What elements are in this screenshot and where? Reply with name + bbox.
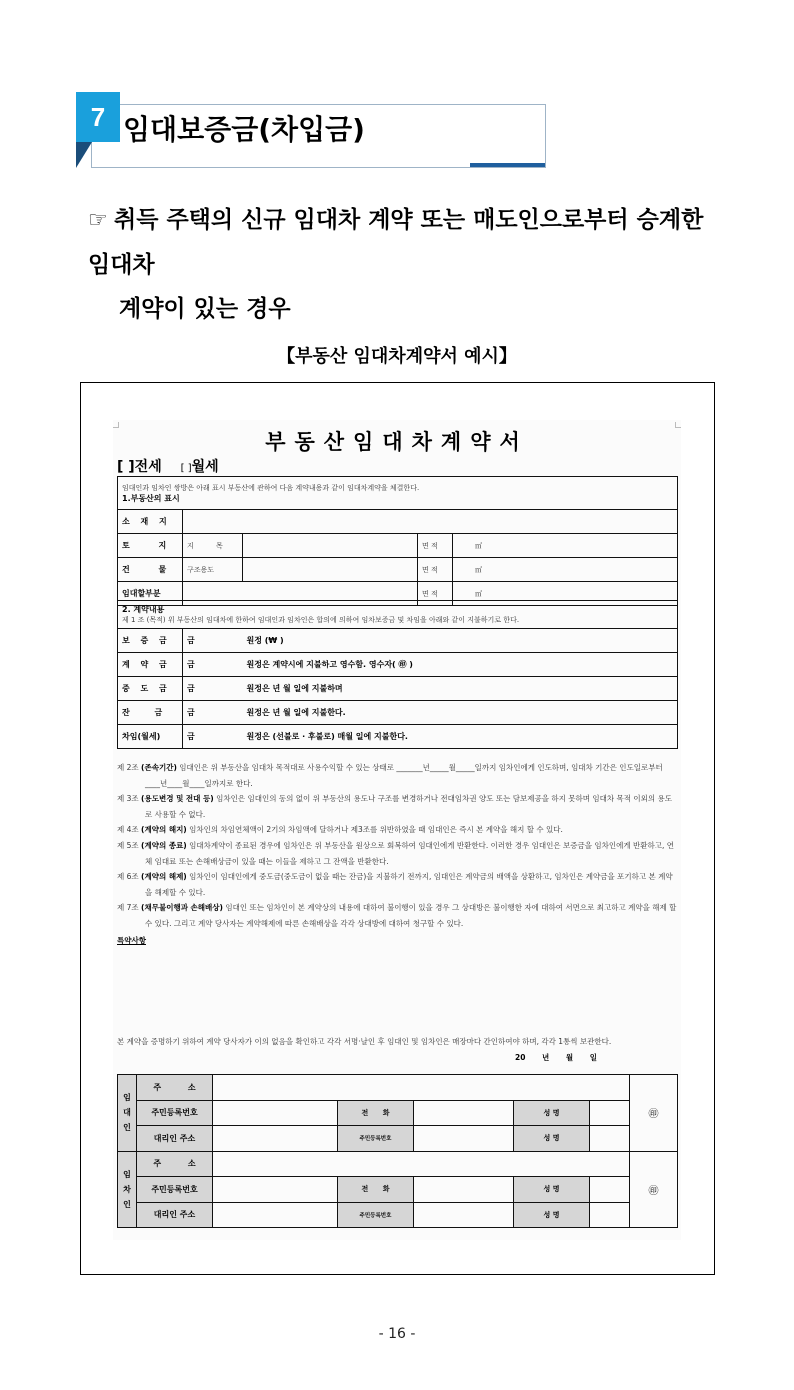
payment-label: 계 약 금 bbox=[118, 653, 183, 677]
payment-label: 보 증 금 bbox=[118, 629, 183, 653]
article-6: 제 6조 (계약의 해제) 임차인이 임대인에게 중도금(중도금이 없을 때는 잔금)을 지불하기 전까지, 임대인은 계약금의 배액을 상환하고, 임차인은 계약금을 포기하고 본 계약을 해제할 수 있다. bbox=[117, 872, 673, 897]
payment-label: 잔 금 bbox=[118, 701, 183, 725]
address-label: 주 소 bbox=[137, 1075, 213, 1101]
payment-label: 중 도 금 bbox=[118, 677, 183, 701]
area-label: 면 적 bbox=[418, 558, 453, 582]
lessor-role-text: 임대인 bbox=[123, 1093, 131, 1133]
property-table bbox=[117, 476, 678, 606]
lessee-agent-name-field[interactable] bbox=[590, 1202, 630, 1228]
id-number-label: 주민등록번호 bbox=[137, 1100, 213, 1126]
lessee-seal: ㊞ bbox=[630, 1151, 678, 1228]
payment-amount[interactable]: 금 bbox=[183, 629, 243, 653]
lessor-role-label bbox=[118, 1075, 137, 1152]
article-5: 제 5조 (계약의 종료) 임대차계약이 종료된 경우에 임차인은 위 부동산을 원상으로 회복하여 임대인에게 반환한다. 이러한 경우 임대인은 보증금을 임차인에게 반환하고, 연체 임대료 또는 손해배상금이 있을 때는 이들을 제하고 그 잔액을 반환한다. bbox=[117, 840, 674, 866]
table-row bbox=[118, 1177, 678, 1203]
structure-field[interactable] bbox=[243, 558, 418, 582]
section-number: 7 bbox=[76, 92, 120, 142]
parties-table bbox=[117, 1074, 678, 1228]
address-label: 주 소 bbox=[137, 1151, 213, 1177]
lessor-seal: ㊞ bbox=[630, 1075, 678, 1152]
table-row bbox=[118, 534, 678, 558]
figure-caption: 【부동산 임대차계약서 예시】 bbox=[277, 346, 517, 367]
lead-text-1: 취득 주택의 신규 임대차 계약 또는 매도인으로부터 승계한 임대차 bbox=[88, 207, 704, 278]
lessee-agent-id-field[interactable] bbox=[414, 1202, 514, 1228]
lessor-agent-name-field[interactable] bbox=[590, 1126, 630, 1152]
articles-list bbox=[117, 760, 677, 948]
lessee-agent-address-field[interactable] bbox=[213, 1202, 338, 1228]
section-accent-bar bbox=[470, 163, 545, 167]
property-heading: 1.부동산의 표시 bbox=[122, 493, 180, 503]
area-field[interactable]: ㎡ bbox=[453, 534, 678, 558]
land-category-field[interactable] bbox=[243, 534, 418, 558]
land-label: 토 지 bbox=[118, 534, 183, 558]
payment-desc: 원정 (₩ ) bbox=[243, 629, 678, 653]
contract-title: 부동산임대차계약서 bbox=[265, 430, 529, 454]
article-3: 제 3조 (용도변경 및 전대 등) 임차인은 임대인의 동의 없이 위 부동산의 용도나 구조를 변경하거나 전대임차권 양도 또는 담보제공을 하지 못하며 임대차 목적 이외의 용도로 사용할 수 없다. bbox=[117, 794, 672, 819]
article-2: 제 2조 (존속기간) 임대인은 위 부동산을 임대차 목적대로 사용수익할 수 있는 상태로 _______년_____월_____일까지 임차인에게 인도하며, 임대차 기간은 인도일로부터 ____년____월____일까지로 한다. bbox=[117, 763, 663, 788]
lessee-phone-field[interactable] bbox=[414, 1177, 514, 1203]
contract-page bbox=[113, 420, 681, 1240]
agent-name-label: 성 명 bbox=[514, 1126, 590, 1152]
lessee-role-text: 임차인 bbox=[123, 1169, 131, 1209]
type-option-wolse[interactable]: 월세 bbox=[191, 459, 219, 475]
lessor-agent-id-field[interactable] bbox=[414, 1126, 514, 1152]
table-row bbox=[118, 677, 678, 701]
section-header bbox=[76, 92, 546, 168]
closing-statement bbox=[117, 1034, 677, 1062]
terms-heading: 2. 계약내용 bbox=[122, 605, 165, 614]
page-number: - 16 - bbox=[378, 1326, 416, 1342]
payment-amount[interactable]: 금 bbox=[183, 677, 243, 701]
section-title: 임대보증금(차입금) bbox=[123, 113, 365, 146]
phone-label: 전 화 bbox=[338, 1100, 414, 1126]
id-number-label: 주민등록번호 bbox=[137, 1177, 213, 1203]
payment-amount[interactable]: 금 bbox=[183, 653, 243, 677]
table-row bbox=[118, 1100, 678, 1126]
payment-amount[interactable]: 금 bbox=[183, 701, 243, 725]
agent-address-label: 대리인 주소 bbox=[137, 1202, 213, 1228]
lead-line-2: 계약이 있는 경우 bbox=[119, 296, 291, 322]
area-label: 면 적 bbox=[418, 534, 453, 558]
closing-text: 본 계약을 증명하기 위하여 계약 당사자가 이의 없음을 확인하고 각각 서명·날인 후 임대인 및 임차인은 매장마다 간인하여야 하며, 각각 1통씩 보관한다. bbox=[117, 1037, 612, 1046]
lessor-address-field[interactable] bbox=[213, 1075, 630, 1101]
article-1: 제 1 조 (목적) 위 부동산의 임대차에 한하여 임대인과 임차인은 합의에 의하여 임차보증금 및 차임을 아래와 같이 지불하기로 한다. bbox=[122, 616, 520, 624]
table-row bbox=[118, 701, 678, 725]
contract-type-row bbox=[117, 456, 219, 476]
lessee-id-field[interactable] bbox=[213, 1177, 338, 1203]
area-field[interactable]: ㎡ bbox=[453, 582, 678, 606]
lead-line-1 bbox=[88, 198, 728, 287]
area-label: 면 적 bbox=[418, 582, 453, 606]
table-row bbox=[118, 1151, 678, 1177]
payment-label: 차임(월세) bbox=[118, 725, 183, 749]
lessor-id-field[interactable] bbox=[213, 1100, 338, 1126]
table-row bbox=[118, 510, 678, 534]
leased-part-label: 임대할부분 bbox=[118, 582, 183, 606]
type-option-wolse-bracket: [ ] bbox=[180, 463, 192, 474]
payment-desc: 원정은 년 월 일에 지불하며 bbox=[243, 677, 678, 701]
payment-amount[interactable]: 금 bbox=[183, 725, 243, 749]
table-row bbox=[118, 1126, 678, 1152]
table-row bbox=[118, 653, 678, 677]
table-row bbox=[118, 558, 678, 582]
lessor-agent-address-field[interactable] bbox=[213, 1126, 338, 1152]
building-label: 건 물 bbox=[118, 558, 183, 582]
lessee-role-label bbox=[118, 1151, 137, 1228]
land-category-label: 지 목 bbox=[183, 534, 243, 558]
pointing-hand-icon: ☞ bbox=[88, 208, 108, 233]
location-label: 소 재 지 bbox=[118, 510, 183, 534]
payment-desc: 원정은 년 월 일에 지불한다. bbox=[243, 701, 678, 725]
name-label: 성 명 bbox=[514, 1100, 590, 1126]
lessee-name-field[interactable] bbox=[590, 1177, 630, 1203]
agent-id-label: 주민등록번호 bbox=[338, 1202, 414, 1228]
payment-desc: 원정은 (선불로 · 후불로) 매월 일에 지불한다. bbox=[243, 725, 678, 749]
table-row bbox=[118, 725, 678, 749]
type-option-jeonse[interactable]: [ ]전세 bbox=[117, 459, 162, 475]
area-field[interactable]: ㎡ bbox=[453, 558, 678, 582]
table-row bbox=[118, 629, 678, 653]
section-fold-shape bbox=[76, 142, 92, 168]
intro-text: 임대인과 임차인 쌍방은 아래 표시 부동산에 관하여 다음 계약내용과 같이 임대차계약을 체결한다. bbox=[122, 483, 420, 492]
contract-date[interactable]: 20 년 월 일 bbox=[514, 1053, 597, 1062]
table-row bbox=[118, 1202, 678, 1228]
structure-label: 구조용도 bbox=[183, 558, 243, 582]
special-terms-heading: 특약사항 bbox=[117, 935, 146, 945]
name-label: 성 명 bbox=[514, 1177, 590, 1203]
location-field[interactable] bbox=[183, 510, 678, 534]
agent-id-label: 주민등록번호 bbox=[338, 1126, 414, 1152]
lessor-phone-field[interactable] bbox=[414, 1100, 514, 1126]
article-4: 제 4조 (계약의 해지) 임차인의 차임연체액이 2기의 차임액에 달하거나 제3조를 위반하였을 때 임대인은 즉시 본 계약을 해지 할 수 있다. bbox=[117, 825, 563, 835]
lessee-address-field[interactable] bbox=[213, 1151, 630, 1177]
payment-desc: 원정은 계약시에 지불하고 영수함. 영수자( ㊞ ) bbox=[243, 653, 678, 677]
payment-table bbox=[117, 600, 678, 749]
agent-address-label: 대리인 주소 bbox=[137, 1126, 213, 1152]
lead-paragraph bbox=[88, 198, 728, 331]
article-7: 제 7조 (채무불이행과 손해배상) 임대인 또는 임차인이 본 계약상의 내용에 대하여 불이행이 있을 경우 그 상대방은 불이행한 자에 대하여 서면으로 최고하고 계약을 해제 할 수 있다. 그리고 계약 당사자는 계약해제에 따른 손해배상을 각각 상대방에 대하여 청구할 수 있다. bbox=[117, 903, 677, 928]
table-row bbox=[118, 1075, 678, 1101]
phone-label: 전 화 bbox=[338, 1177, 414, 1203]
lessor-name-field[interactable] bbox=[590, 1100, 630, 1126]
agent-name-label: 성 명 bbox=[514, 1202, 590, 1228]
